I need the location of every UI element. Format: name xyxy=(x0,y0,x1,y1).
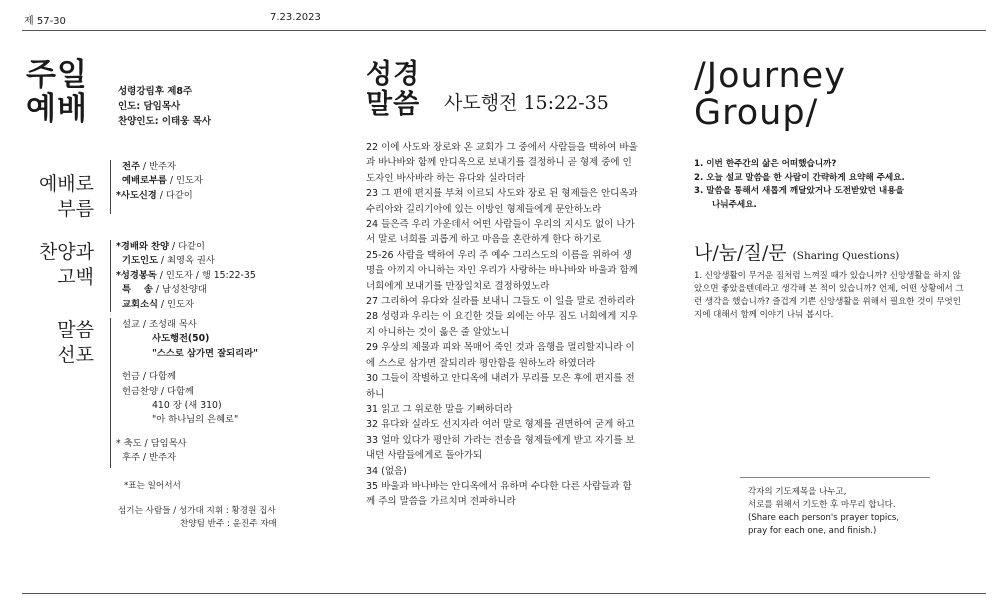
section-body-sermon xyxy=(110,318,258,468)
verse: 28 성령과 우리는 이 요긴한 것들 외에는 아무 짐도 너희에게 지우지 아니하는 것이 옳은 줄 알았노니 xyxy=(366,311,638,338)
praise-line-worship: *경배와 찬양 / 다같이 xyxy=(116,241,206,252)
verse: 30 그들이 작별하고 안디옥에 내려가 무리를 모은 후에 편지를 전하니 xyxy=(366,373,635,400)
question-item: 2. 오늘 설교 말씀을 한 사람이 간략하게 요약해 주세요. xyxy=(694,172,905,183)
servers-line1: 섬기는 사람들 / 성가대 지휘 : 황경원 집사 xyxy=(118,506,276,516)
word-title-line1: 성경 xyxy=(366,59,421,90)
section-title-praise-line2: 고백 xyxy=(57,266,94,288)
offering-hymn-line: 헌금찬양 / 다함께 xyxy=(122,385,194,397)
top-divider xyxy=(22,30,986,31)
verse: 24 들은즉 우리 가운데서 어떤 사람들이 우리의 지시도 없이 나가서 말로 너희를 괴롭게 하고 마음을 혼란하게 한다 하기로 xyxy=(366,219,635,246)
sharing-question: 1. 신앙생활이 무거운 짐처럼 느껴질 때가 있습니까? 신앙생활을 하지 않았으면 좋았을텐데라고 생각해 본 적이 있습니까? 언제, 어떤 상황에서 그런 생각을 했습니까? 즐겁게 기쁜 신앙생활을 위해서 필요한 것이 무엇인지에 대해서 함께 이야기 나눠 봅시다. xyxy=(694,271,964,320)
verse: 34 (없음) xyxy=(366,465,407,477)
journey-title xyxy=(694,58,846,132)
issue-number: 제 57-30 xyxy=(24,16,66,27)
call-line-call: 예배로부름 / 인도자 xyxy=(122,175,203,187)
worship-title-line2: 예배 xyxy=(26,91,88,127)
section-title-praise xyxy=(22,240,94,290)
verse: 27 그리하여 유다와 실라를 보내니 그들도 이 일을 말로 전하리라 xyxy=(366,296,635,308)
section-title-sermon xyxy=(22,318,94,368)
verse: 35 바울과 바나바는 안디옥에서 유하며 수다한 다른 사람들과 함께 주의 말씀을 가르치며 전파하니라 xyxy=(366,480,632,508)
sermon-line: 설교 / 조성래 목사 xyxy=(122,319,197,330)
question-item: 3. 말씀을 통해서 새롭게 깨달았거나 도전받았던 내용을 xyxy=(694,186,904,196)
sharing-title-ko: 나/눔/질/문 xyxy=(694,242,787,264)
scripture-reference: 사도행전 15:22-35 xyxy=(444,92,609,114)
praise-line-special: 특 송 / 남성찬양대 xyxy=(122,284,207,296)
meta-leader: 인도: 담임목사 xyxy=(118,101,181,112)
question-item: 나눠주세요. xyxy=(712,199,757,210)
scripture-text xyxy=(366,140,638,510)
sharing-title-en: (Sharing Questions) xyxy=(792,250,900,262)
section-title-call-line2: 부름 xyxy=(57,198,94,220)
verse: 25-26 사람을 택하여 우리 주 예수 그리스도의 이름을 위하여 생명을 아끼지 아니하는 자인 우리가 사랑하는 바나바와 바울과 함께 너희에게 보내기를 만장일치로 결정하였노라 xyxy=(366,249,638,292)
sermon-title: "스스로 삼가면 잘되리라" xyxy=(152,347,258,359)
sharing-title xyxy=(694,238,899,265)
verse: 29 우상의 제물과 피와 목매어 죽인 것과 음행을 멀리할지니라 이에 스스로 삼가면 잘되리라 평안함을 원하노라 하였더라 xyxy=(366,342,635,369)
praise-line-reading: *성경봉독 / 인도자 / 행 15:22-35 xyxy=(116,269,256,281)
journey-title-line2: Group/ xyxy=(694,93,819,133)
section-title-sermon-line2: 선포 xyxy=(57,344,94,366)
section-title-praise-line1: 찬양과 xyxy=(38,241,94,263)
prayer-line1: 각자의 기도제목을 나누고, xyxy=(748,487,847,497)
section-title-call xyxy=(22,172,94,222)
verse: 32 유다와 실라도 선지자라 여러 말로 형제를 권면하여 굳게 하고 xyxy=(366,419,635,431)
call-line-prelude: 전주 / 반주자 xyxy=(122,161,176,172)
verse: 33 얼마 있다가 평안히 가라는 전송을 형제들에게 받고 자기를 보내던 사람들에게로 돌아가되 xyxy=(366,434,635,462)
bulletin-date: 7.23.2023 xyxy=(270,12,321,23)
verse: 22 이에 사도와 장로와 온 교회가 그 중에서 사람들을 택하여 바울과 바나바와 함께 안디옥으로 보내기를 결정하니 곧 형제 중에 인도자인 바사바라 하는 유다와 실라더라 xyxy=(366,142,638,184)
call-line-creed: *사도신경 / 다같이 xyxy=(116,189,193,201)
section-title-call-line1: 예배로 xyxy=(38,173,94,195)
worship-title xyxy=(26,58,88,126)
servers-line2: 찬양팀 반주 : 윤진주 자매 xyxy=(180,519,277,529)
meta-season: 성령강림후 제8주 xyxy=(118,86,193,97)
prayer-line3: (Share each person's prayer topics, xyxy=(748,513,899,523)
meta-praise-leader: 찬양인도: 이태웅 목사 xyxy=(118,116,212,127)
prayer-line4: pray for each one, and finish.) xyxy=(748,526,877,536)
worship-meta xyxy=(118,84,211,129)
hymn-title: "아 하나님의 은혜로" xyxy=(152,414,239,426)
section-body-praise xyxy=(110,240,256,312)
verse: 23 그 편에 편지를 부쳐 이르되 사도와 장로 된 형제들은 안디옥과 수리아와 길리기아에 있는 이방인 형제들에게 문안하노라 xyxy=(366,188,638,215)
journey-title-line1: /Journey xyxy=(694,56,846,96)
journey-questions xyxy=(694,158,984,212)
prayer-divider xyxy=(740,477,930,478)
praise-line-prayer: 기도인도 / 최영옥 권사 xyxy=(122,255,215,267)
praise-line-news: 교회소식 / 인도자 xyxy=(122,298,194,310)
word-title-line2: 말씀 xyxy=(366,89,421,120)
verse: 31 읽고 그 위로한 말을 기뻐하더라 xyxy=(366,403,513,415)
benediction-line: * 축도 / 담임목사 xyxy=(116,437,187,449)
worship-title-line1: 주일 xyxy=(26,57,88,93)
section-title-sermon-line1: 말씀 xyxy=(57,319,94,341)
bottom-divider xyxy=(22,593,986,594)
standing-note: *표는 일어서서 xyxy=(124,481,181,491)
question-item: 1. 이번 한주간의 삶은 어떠했습니까? xyxy=(694,159,837,169)
section-body-call xyxy=(110,160,203,214)
prayer-line2: 서로를 위해서 기도한 후 마무리 합니다. xyxy=(748,500,896,510)
hymn-number: 410 장 (새 310) xyxy=(152,400,222,412)
sermon-passage: 사도행전(50) xyxy=(152,333,210,345)
word-title xyxy=(366,60,420,120)
prayer-instructions xyxy=(748,486,948,538)
postlude-line: 후주 / 반주자 xyxy=(122,452,176,464)
offering-line: 헌금 / 다함께 xyxy=(122,371,176,383)
